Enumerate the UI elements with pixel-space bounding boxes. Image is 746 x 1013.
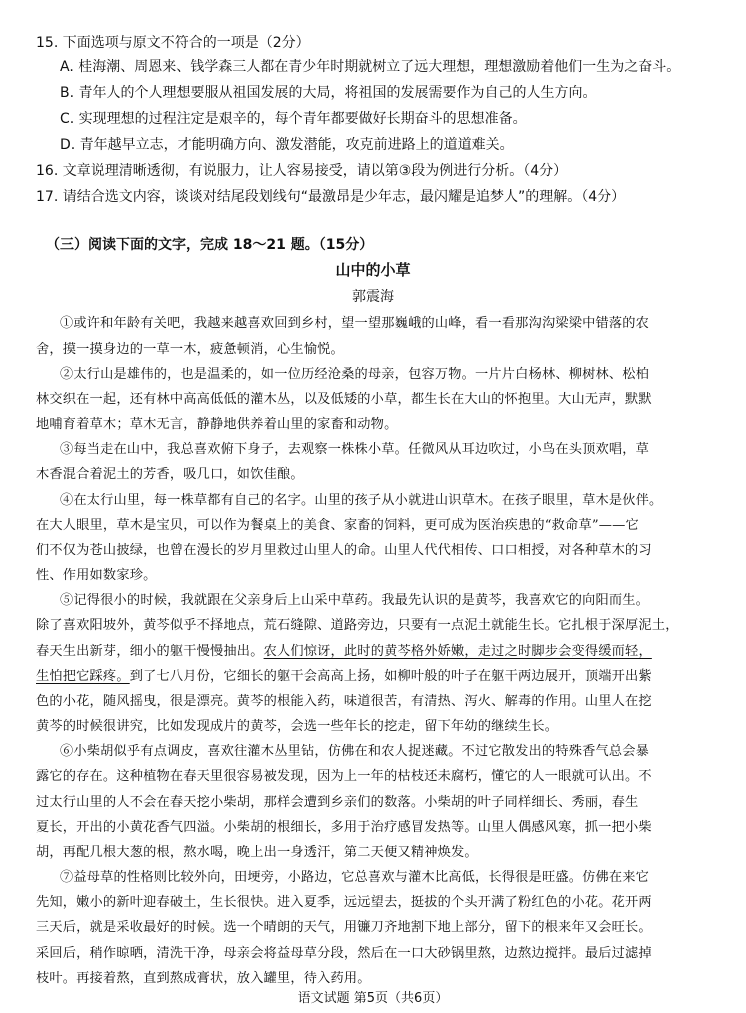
- question-15-option-a: A. 桂海潮、周恩来、钱学森三人都在青少年时期就树立了远大理想，理想激励着他们一生为之奋斗。: [60, 59, 681, 75]
- paragraph-5-text: 到了七八月份，它细长的躯干会高高上扬，如柳叶般的叶子在躯干两边展开，顶端开出紫: [129, 668, 652, 684]
- paragraph-3-line: ③每当走在山中，我总喜欢俯下身子，去观察一株株小草。任微风从耳边吹过，小鸟在头顶欢唱，草: [60, 442, 650, 458]
- underlined-sentence: 农人们惊讶，此时的黄芩格外娇嫩，走过之时脚步会变得缓而轻，: [263, 643, 652, 659]
- question-15-option-d: D. 青年越早立志，才能明确方向、激发潜能，攻克前进路上的道道难关。: [60, 137, 514, 153]
- paragraph-6-line: 露它的存在。这种植物在春天里很容易被发现，因为上一年的枯枝还未腐朽，懂它的人一眼就可认出。不: [36, 769, 652, 785]
- paragraph-4-line: 性、作用如数家珍。: [36, 568, 157, 584]
- paragraph-7-line: 采回后，稍作晾晒，清洗干净，母亲会将益母草分段，然后在一口大砂锅里熬，边熬边搅拌。最后过滤掉: [36, 945, 652, 961]
- paragraph-2-line: 地哺育着草木；草木无言，静静地供养着山里的家畜和动物。: [36, 417, 398, 433]
- passage-title: 山中的小草: [335, 261, 411, 280]
- question-15-option-c: C. 实现理想的过程注定是艰辛的，每个青年都要做好长期奋斗的思想准备。: [60, 111, 527, 127]
- underlined-sentence: 生怕把它踩疼。: [36, 668, 130, 684]
- paragraph-4-line: 们不仅为苍山披绿，也曾在漫长的岁月里救过山里人的命。山里人代代相传、口口相授，对各种草木的习: [36, 542, 652, 558]
- paragraph-2-line: 林交织在一起，还有林中高高低低的灌木丛，以及低矮的小草，都生长在大山的怀抱里。大山无声，默默: [36, 391, 652, 407]
- paragraph-4-line: ④在太行山里，每一株草都有自己的名字。山里的孩子从小就进山识草木。在孩子眼里，草木是伙伴。: [60, 492, 663, 508]
- paragraph-7-line: 枝叶。再接着熬，直到熬成膏状，放入罐里，待入药用。: [36, 970, 371, 986]
- paragraph-5-text: 春天生出新芽，细小的躯干慢慢抽出。: [36, 643, 264, 659]
- paragraph-4-line: 在大人眼里，草木是宝贝，可以作为餐桌上的美食、家畜的饲料，更可成为医治疾患的“救命草”——它: [36, 517, 639, 533]
- paragraph-7-line: ⑦益母草的性格则比较外向，田埂旁，小路边，它总喜欢与灌木比高低，长得很是旺盛。仿佛在来它: [60, 870, 650, 886]
- paragraph-5-line: 除了喜欢阳坡外，黄芩似乎不择地点，荒石缝隙、道路旁边，只要有一点泥土就能生长。它扎根于深厚泥土，: [36, 618, 679, 634]
- paragraph-5-line: [36, 668, 652, 686]
- paragraph-5-line: 黄芩的时候很讲究，比如发现成片的黄芩，会选一些年长的挖走，留下年幼的继续生长。: [36, 719, 559, 735]
- passage-author: 郭震海: [352, 289, 394, 306]
- paragraph-1-line: 舍，摸一摸身边的一草一木，疲惫顿消，心生愉悦。: [36, 341, 344, 357]
- paragraph-6-line: 胡，再配几根大葱的根，熬水喝，晚上出一身透汗，第二天便又精神焕发。: [36, 844, 478, 860]
- paragraph-7-line: 先知，嫩小的新叶迎春破土，生长很快。进入夏季，远远望去，挺拔的个头开满了粉红色的小花。花开两: [36, 895, 652, 911]
- section-heading: （三）阅读下面的文字，完成 18～21 题。（15分）: [46, 237, 374, 253]
- paragraph-6-line: ⑥小柴胡似乎有点调皮，喜欢往灌木丛里钻，仿佛在和农人捉迷藏。不过它散发出的特殊香气总会暴: [60, 744, 650, 760]
- paragraph-7-line: 三天后，就是采收最好的时候。选一个晴朗的天气，用镰刀齐地割下地上部分，留下的根来年又会旺长。: [36, 920, 652, 936]
- paragraph-5-line: ⑤记得很小的时候，我就跟在父亲身后上山采中草药。我最先认识的是黄芩，我喜欢它的向阳而生。: [60, 593, 650, 609]
- paragraph-6-line: 过太行山里的人不会在春天挖小柴胡，那样会遭到乡亲们的数落。小柴胡的叶子同样细长、秀丽，春生: [36, 794, 639, 810]
- question-15-stem: 15. 下面选项与原文不符合的一项是（2分）: [36, 35, 310, 51]
- paragraph-5-line: 色的小花，随风摇曳，很是漂亮。黄芩的根能入药，味道很苦，有清热、泻火、解毒的作用。山里人在挖: [36, 693, 652, 709]
- paragraph-6-line: 夏长，开出的小黄花香气四溢。小柴胡的根细长，多用于治疗感冒发热等。山里人偶感风寒，抓一把小柴: [36, 819, 652, 835]
- paragraph-5-line: [36, 643, 652, 661]
- paragraph-3-line: 木香混合着泥土的芳香，吸几口，如饮佳酿。: [36, 467, 304, 483]
- question-16: 16. 文章说理清晰透彻，有说服力，让人容易接受，请以第③段为例进行分析。（4分）: [36, 163, 568, 179]
- page-footer: 语文试题 第5页（共6页）: [297, 991, 449, 1006]
- paragraph-2-line: ②太行山是雄伟的，也是温柔的，如一位历经沧桑的母亲，包容万物。一片片白杨林、柳树林、松柏: [60, 366, 650, 382]
- question-17: 17. 请结合选文内容，谈谈对结尾段划线句“最激昂是少年志，最闪耀是追梦人”的理解。（4分）: [36, 189, 626, 205]
- question-15-option-b: B. 青年人的个人理想要服从祖国发展的大局，将祖国的发展需要作为自己的人生方向。: [60, 85, 597, 101]
- paragraph-1-line: ①或许和年龄有关吧，我越来越喜欢回到乡村，望一望那巍峨的山峰，看一看那沟沟梁梁中错落的农: [60, 316, 650, 332]
